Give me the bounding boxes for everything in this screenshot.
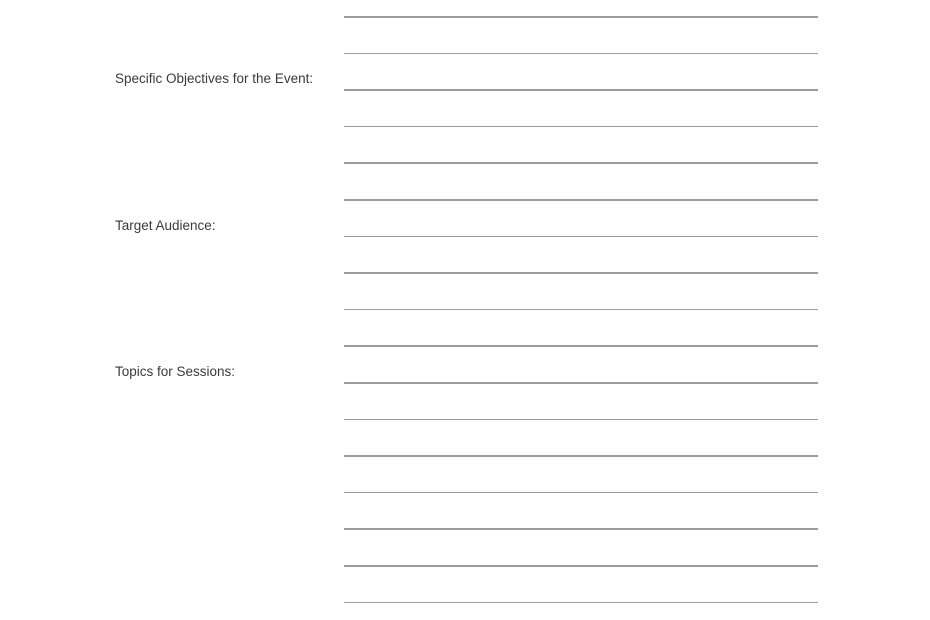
blank-fill-line	[344, 16, 818, 18]
blank-fill-line	[344, 455, 818, 457]
blank-fill-line	[344, 272, 818, 274]
field-label-target-audience: Target Audience:	[115, 217, 216, 233]
blank-fill-line	[344, 345, 818, 347]
blank-fill-line	[344, 419, 818, 421]
blank-fill-line	[344, 199, 818, 201]
blank-fill-line	[344, 236, 818, 238]
blank-fill-line	[344, 162, 818, 164]
blank-fill-line	[344, 528, 818, 530]
blank-fill-line	[344, 53, 818, 55]
blank-fill-line	[344, 309, 818, 311]
blank-fill-line	[344, 492, 818, 494]
field-label-specific-objectives-for-the-event: Specific Objectives for the Event:	[115, 71, 314, 87]
field-label-topics-for-sessions: Topics for Sessions:	[115, 364, 236, 379]
blank-fill-line	[344, 382, 818, 384]
blank-fill-line	[344, 89, 818, 91]
blank-fill-line	[344, 602, 818, 604]
blank-fill-line	[344, 126, 818, 128]
blank-fill-line	[344, 565, 818, 567]
